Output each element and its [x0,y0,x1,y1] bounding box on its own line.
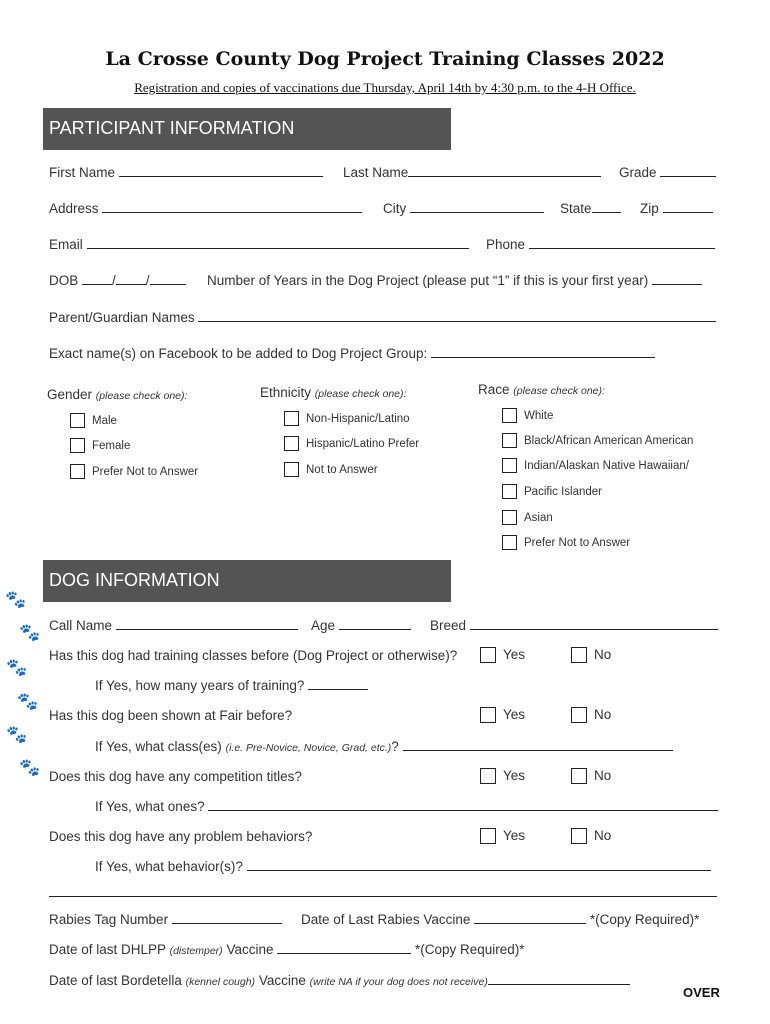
bordetella-row [49,972,630,991]
checkbox[interactable] [502,458,517,473]
copy-required-note: *(Copy Required)* [415,942,525,957]
q3-follow-field[interactable] [208,798,718,811]
yes-label: Yes [503,768,526,783]
dob-row [49,272,186,290]
q3-competition-titles: Does this dog have any competition titles? [49,769,302,784]
phone-field[interactable] [529,236,715,249]
checkbox[interactable] [284,411,299,426]
race-option-indian[interactable] [502,458,689,474]
race-option-asian[interactable] [502,510,553,526]
checkbox[interactable] [571,647,587,663]
option-label: Pacific Islander [524,486,602,498]
years-label: Number of Years in the Dog Project (please put “1” if this is your first year) [207,273,649,288]
checkbox[interactable] [70,413,85,428]
dhlpp-vaccine-label: Vaccine [226,942,274,957]
bordetella-date-field[interactable] [488,972,630,985]
breed-label: Breed [430,618,467,633]
state-row [560,200,621,218]
years-field[interactable] [652,272,702,285]
page-title: La Crosse County Dog Project Training Classes 2022 [105,48,665,70]
breed-row [430,617,718,635]
q3-no-option[interactable] [571,768,611,784]
rabies-tag-label: Rabies Tag Number [49,912,169,927]
checkbox[interactable] [480,768,496,784]
ethnicity-option-not-answer[interactable] [284,462,378,478]
last-name-label: Last Name [343,165,409,180]
q4-no-option[interactable] [571,828,611,844]
parent-label: Parent/Guardian Names [49,310,195,325]
state-label: State [560,201,592,216]
checkbox[interactable] [284,462,299,477]
q4-problem-behaviors: Does this dog have any problem behaviors? [49,829,313,844]
q2-follow-row [95,738,673,757]
grade-row [619,164,716,182]
option-label: Indian/Alaskan Native Hawaiian/ [524,460,689,472]
bordetella-vaccine-label: Vaccine [258,973,306,988]
checkbox[interactable] [70,438,85,453]
dob-month-field[interactable] [82,272,112,285]
q3-follow-label: If Yes, what ones? [95,799,205,814]
option-label: Asian [524,512,553,524]
dog-section-heading: DOG INFORMATION [43,560,451,602]
q4-follow-row [95,858,711,876]
checkbox[interactable] [480,647,496,663]
option-label: Non-Hispanic/Latino [306,413,410,425]
grade-label: Grade [619,165,657,180]
race-option-black[interactable] [502,433,693,449]
rabies-date-row [301,911,699,929]
q2-follow-label: If Yes, what class(es) [95,739,222,754]
no-label: No [594,828,612,843]
ethnicity-option-hispanic[interactable] [284,436,419,452]
facebook-field[interactable] [431,345,655,358]
ethnicity-option-non-hispanic[interactable] [284,411,410,427]
q2-yes-option[interactable] [480,707,525,723]
rabies-date-field[interactable] [474,911,586,924]
option-label: Prefer Not to Answer [524,537,631,549]
age-field[interactable] [339,617,411,630]
email-field[interactable] [87,236,469,249]
q3-yes-option[interactable] [480,768,525,784]
age-label: Age [311,618,336,633]
dob-label: DOB [49,273,79,288]
checkbox[interactable] [571,707,587,723]
years-row [207,272,702,290]
first-name-row [49,164,323,182]
q4-yes-option[interactable] [480,828,525,844]
yes-label: Yes [503,707,526,722]
option-label: White [524,410,554,422]
bordetella-hint: (kennel cough) [185,976,256,988]
bordetella-label: Date of last Bordetella [49,973,182,988]
q2-follow-field[interactable] [403,738,673,751]
q4-extra-line-field[interactable] [49,896,717,897]
gender-option-prefer-not[interactable] [70,464,198,480]
checkbox[interactable] [502,484,517,499]
paw-print-icon: 🐾 [19,758,41,777]
gender-heading [47,386,187,405]
zip-field[interactable] [663,200,713,213]
state-field[interactable] [592,200,621,213]
option-label: Black/African American American [524,435,694,447]
no-label: No [594,707,612,722]
race-heading [478,381,605,400]
last-name-row [343,164,601,182]
last-name-field[interactable] [408,164,601,177]
option-label: Female [92,440,131,452]
gender-option-male[interactable] [70,413,117,429]
q4-follow-label: If Yes, what behavior(s)? [95,859,243,874]
copy-required-note: *(Copy Required)* [589,912,700,927]
zip-label: Zip [640,201,659,216]
checkbox[interactable] [480,828,496,844]
first-name-field[interactable] [119,164,323,177]
gender-hint: (please check one): [95,390,188,402]
rabies-tag-row [49,911,282,929]
city-row [383,200,544,218]
over-label: OVER [683,985,720,1000]
checkbox[interactable] [480,707,496,723]
ethnicity-heading [260,384,406,403]
dhlpp-label: Date of last DHLPP [49,942,166,957]
gender-label: Gender [47,387,93,402]
q1-follow-label: If Yes, how many years of training? [95,678,305,693]
checkbox[interactable] [502,408,517,423]
rabies-tag-field[interactable] [172,911,282,924]
age-row [311,617,411,635]
race-option-pacific[interactable] [502,484,602,500]
parent-field[interactable] [198,309,716,322]
q1-no-option[interactable] [571,647,611,663]
grade-field[interactable] [660,164,716,177]
paw-print-icon: 🐾 [19,623,41,642]
dob-separator: / [145,273,150,288]
dob-year-field[interactable] [150,272,186,285]
q3-follow-row [95,798,718,816]
ethnicity-hint: (please check one): [314,388,407,400]
address-label: Address [49,201,99,216]
participant-section-heading: PARTICIPANT INFORMATION [43,108,451,150]
yes-label: Yes [503,647,526,662]
paw-print-icon: 🐾 [5,590,27,609]
email-row [49,236,469,254]
address-field[interactable] [102,200,362,213]
dhlpp-hint: (distemper) [169,945,223,957]
dhlpp-date-field[interactable] [277,941,411,954]
breed-field[interactable] [470,617,718,630]
q2-follow-question-mark: ? [391,739,399,754]
first-name-label: First Name [49,165,116,180]
option-label: Prefer Not to Answer [92,466,199,478]
gender-option-female[interactable] [70,438,130,454]
q1-follow-row [95,677,368,695]
checkbox[interactable] [502,510,517,525]
dob-separator: / [112,273,116,288]
dhlpp-row [49,941,525,960]
call-name-label: Call Name [49,618,113,633]
q1-training-classes: Has this dog had training classes before (Dog Project or otherwise)? [49,648,458,663]
yes-label: Yes [503,828,526,843]
q2-no-option[interactable] [571,707,611,723]
paw-print-icon: 🐾 [6,725,28,744]
address-row [49,200,362,218]
race-hint: (please check one): [513,385,605,397]
q2-shown-at-fair: Has this dog been shown at Fair before? [49,708,293,723]
city-label: City [383,201,407,216]
race-option-white[interactable] [502,408,553,424]
phone-row [486,236,715,254]
checkbox[interactable] [70,464,85,479]
parent-row [49,309,716,327]
no-label: No [594,647,612,662]
facebook-label: Exact name(s) on Facebook to be added to Dog Project Group: [49,346,428,361]
option-label: Male [92,415,117,427]
checkbox[interactable] [502,535,517,550]
option-label: Not to Answer [306,464,378,476]
paw-print-icon: 🐾 [6,658,28,677]
checkbox[interactable] [284,436,299,451]
call-name-row [49,617,298,635]
zip-row [640,200,713,218]
facebook-row [49,345,655,363]
option-label: Hispanic/Latino Prefer [306,438,420,450]
checkbox[interactable] [502,433,517,448]
email-label: Email [49,237,83,252]
race-option-prefer-not[interactable] [502,535,630,551]
q1-yes-option[interactable] [480,647,525,663]
checkbox[interactable] [571,768,587,784]
checkbox[interactable] [571,828,587,844]
city-field[interactable] [410,200,544,213]
bordetella-note: (write NA if your dog does not receive) [309,976,488,988]
paw-print-icon: 🐾 [17,692,39,711]
page-subtitle: Registration and copies of vaccinations due Thursday, April 14th by 4:30 p.m. to the 4-H Office. [134,80,636,95]
ethnicity-label: Ethnicity [260,385,312,400]
call-name-field[interactable] [116,617,298,630]
rabies-date-label: Date of Last Rabies Vaccine [301,912,471,927]
phone-label: Phone [486,237,526,252]
q2-follow-hint: (i.e. Pre-Novice, Novice, Grad, etc.) [225,742,392,754]
dob-day-field[interactable] [116,272,146,285]
q4-follow-field[interactable] [247,858,711,871]
no-label: No [594,768,612,783]
race-label: Race [478,382,510,397]
q1-follow-field[interactable] [308,677,368,690]
